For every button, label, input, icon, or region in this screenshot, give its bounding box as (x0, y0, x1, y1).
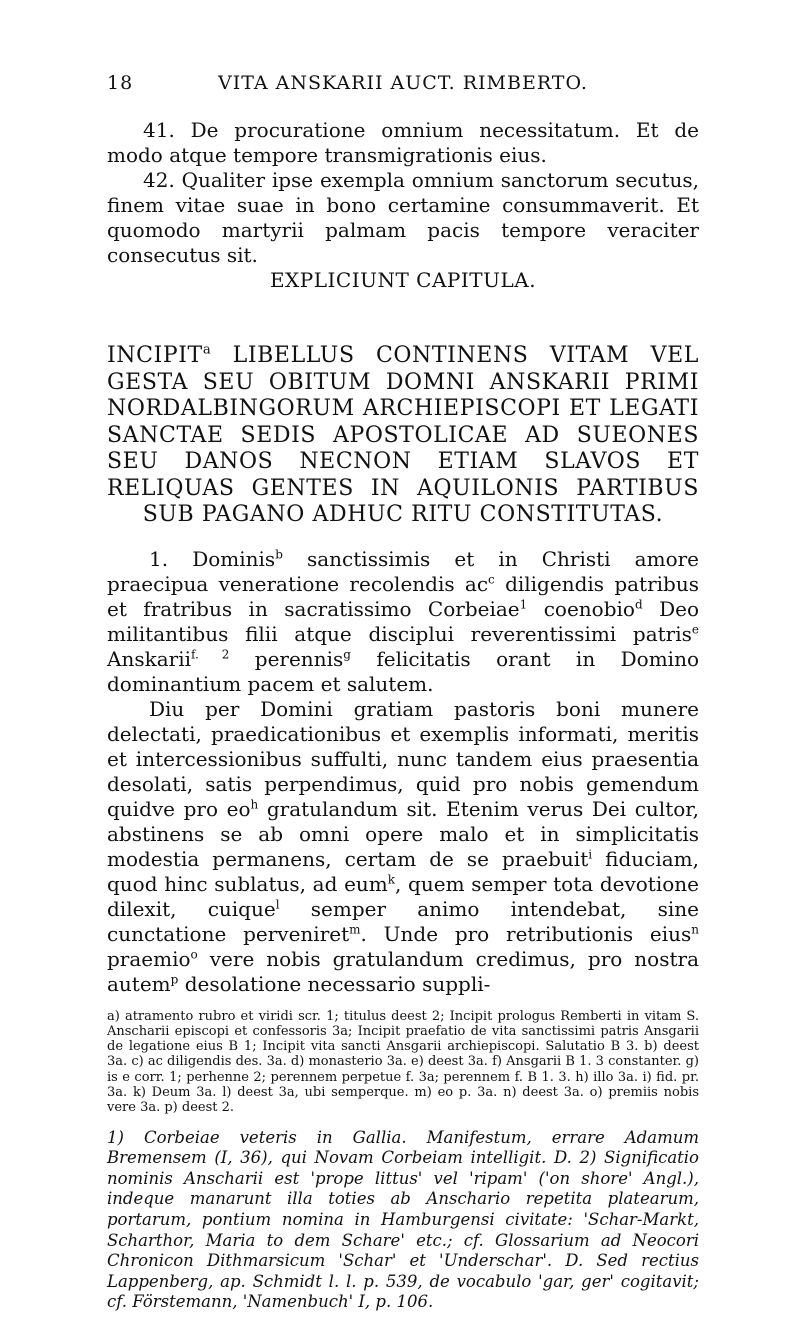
running-title: VITA ANSKARII AUCT. RIMBERTO. (218, 72, 588, 94)
footnote-mark-o: o (190, 946, 198, 961)
text-segment: , quem semper tota devotione dilexit, cuique (107, 871, 699, 921)
apparatus-text: a) atramento rubro et viridi scr. 1; titulus deest 2; Incipit prologus Remberti in vitam S. Anscharii episcopi et confessoris 3a; Incipit praefatio de vita sanctissimi patris Ansgarii de legatione eius B 1; Incipit vita sancti Ansgarii archiepiscopi. Salutatio B 3. b) deest 3a. c) ac diligendis des. 3a. d) monasterio 3a. e) deest 3a. f) Ansgarii B 1. 3 constanter. g) is e corr. 1; perhenne 2; perennem perpetue f. 3a; perennem f. B 1. 3. h) illo 3a. i) fid. pr. 3a. k) Deum 3a. l) deest 3a, ubi semperque. m) eo p. 3a. n) deest 3a. o) premiis nobis vere 3a. p) deest 2. (107, 1008, 699, 1116)
footnote-mark-c: c (488, 571, 495, 586)
footnote-mark-l: l (275, 896, 280, 911)
incipit-first-word: INCIPIT (107, 343, 203, 368)
text-segment: Anskarii (107, 646, 191, 671)
footnote-mark-e: e (691, 621, 699, 636)
paragraph-1 (107, 547, 699, 697)
page (107, 72, 699, 1313)
footnote-mark-m: m (349, 921, 361, 936)
text-segment: sanctissimis et in Christi amore praecipua veneratione recolendis ac (107, 546, 700, 596)
text-segment: gratulandum sit. Etenim verus Dei cultor, abstinens se ab omni opere malo et in simplicitatis modestia permanens, certam de se praebuit (107, 796, 700, 871)
explanatory-notes (107, 1128, 699, 1313)
footnote-mark-h: h (250, 796, 259, 811)
footnote-mark-n: n (691, 921, 699, 936)
running-head (107, 72, 699, 102)
chapter-list (107, 118, 699, 293)
text-segment: vere nobis gratulandum credimus, pro nostra autem (107, 946, 699, 996)
explicit-capitula: EXPLICIUNT CAPITULA. (269, 268, 537, 292)
chapter-41-entry: 41. De procuratione omnium necessitatum. Et de modo atque tempore transmigrationis eius. (107, 118, 699, 167)
footnote-mark-i: i (588, 846, 593, 861)
text-segment: . Unde pro retributionis eius (360, 921, 692, 946)
text-segment: felicitatis orant in Domino dominantium pacem et salutem. (107, 646, 699, 696)
text-segment: diligendis patribus et fratribus in sacratissimo Corbeiae (107, 571, 699, 621)
text-segment: Deo militantibus filii atque disciplui reverentissimi patris (107, 596, 699, 646)
text-segment: fiduciam, quod hinc sublatus, ad eum (107, 846, 699, 896)
text-segment: 1. Dominis (149, 546, 276, 571)
footnote-mark-f2: f. 2 (190, 646, 230, 661)
footnote-mark-k: k (387, 871, 396, 886)
chapter-42-entry: 42. Qualiter ipse exempla omnium sanctorum secutus, finem vitae suae in bono certamine consummaverit. Et quomodo martyrii palmam pacis tempore veraciter consecutus sit. (107, 168, 699, 267)
incipit-heading (107, 343, 699, 529)
text-segment: perennis (229, 646, 344, 671)
text-segment: coenobio (527, 596, 635, 621)
footnote-mark-a: a (202, 342, 212, 358)
notes-text: 1) Corbeiae veteris in Gallia. Manifestum, errare Adamum Bremensem (I, 36), qui Novam Corbeiam intelligit. D. 2) Significatio nominis Anscharii est 'prope littus' vel 'ripam' ('on shore' Angl.), indeque manarunt illa toties ab Anschario repetita platearum, portarum, pontium nomina in Hamburgensi civitate: 'Schar-Markt, Scharthor, Maria to dem Schare' etc.; cf. Glossarium ad Neocori Chronicon Dithmarsicum 'Schar' et 'Underschar'. D. Sed rectius Lappenberg, ap. Schmidt l. l. p. 539, de vocabulo 'gar, ger' cogitavit; cf. Förstemann, 'Namenbuch' I, p. 106. (107, 1127, 699, 1312)
footnote-mark-g: g (343, 646, 351, 661)
incipit-rest: LIBELLUS CONTINENS VITAM VEL GESTA SEU OBITUM DOMNI ANSKARII PRIMI NORDALBINGORUM ARCHIEPISCOPI ET LEGATI SANCTAE SEDIS APOSTOLICAE AD SUEONES SEU DANOS NECNON ETIAM SLAVOS ET RELIQUAS GENTES IN AQUILONIS PARTIBUS SUB PAGANO ADHUC RITU CONSTITUTAS. (107, 343, 699, 527)
paragraph-2 (107, 697, 699, 997)
note-mark-1: 1 (519, 596, 528, 611)
page-number: 18 (107, 72, 134, 94)
text-segment: semper animo intendebat, sine cunctatione perveniret (107, 896, 699, 946)
footnote-mark-p: p (170, 971, 179, 986)
footnote-mark-b: b (275, 546, 283, 561)
main-text (107, 547, 699, 997)
text-segment: desolatione necessario suppli- (178, 971, 491, 996)
text-segment: praemio (107, 946, 191, 971)
critical-apparatus (107, 1009, 699, 1116)
footnote-mark-d: d (634, 596, 643, 611)
text-segment: Diu per Domini gratiam pastoris boni munere delectati, praedicationibus et exemplis informati, meritis et intercessionibus suffulti, nunc tandem eius praesentia desolati, satis perpendimus, quid pro nobis gemendum quidve pro eo (107, 696, 699, 821)
